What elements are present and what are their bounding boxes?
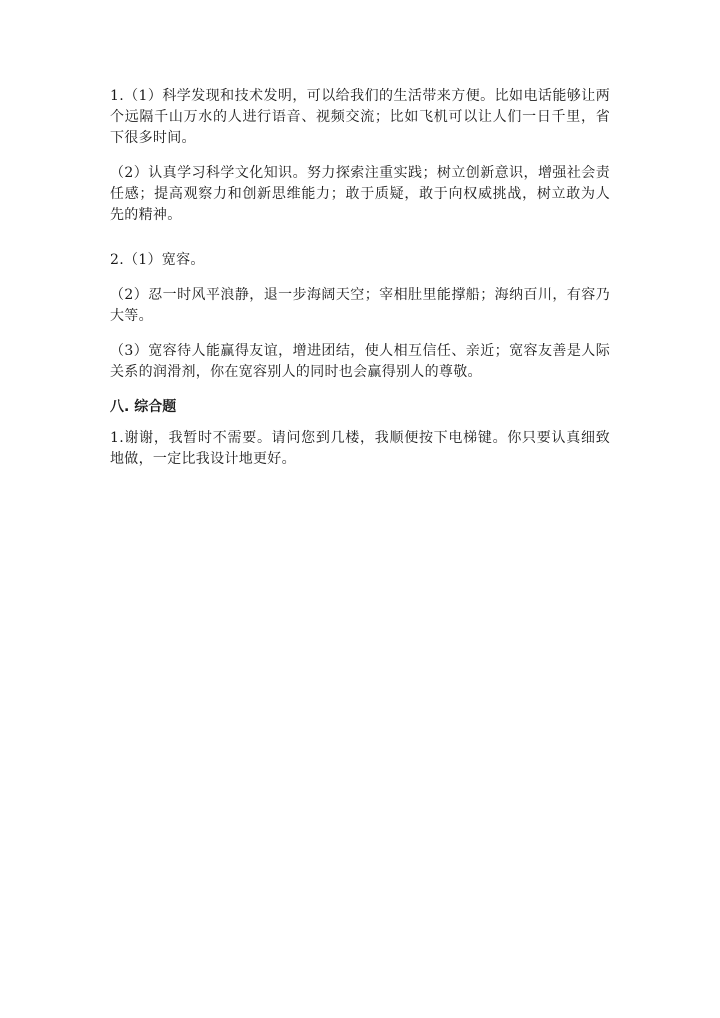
answer-1-2: （2）认真学习科学文化知识。努力探索注重实践；树立创新意识，增强社会责任感；提高观察力和创新思维能力；敢于质疑，敢于向权威挑战，树立敢为人先的精神。 (110, 165, 610, 223)
answer-2-2: （2）忍一时风平浪静，退一步海阔天空；宰相肚里能撑船；海纳百川，有容乃大等。 (110, 287, 610, 324)
document-page (110, 86, 610, 470)
answer-8-1: 1.谢谢，我暂时不需要。请问您到几楼，我顺便按下电梯键。你只要认真细致地做，一定比我设计地更好。 (110, 430, 610, 467)
section-title-comprehensive: 八. 综合题 (110, 399, 177, 415)
answer-2-1: 2.（1）宽容。 (110, 252, 205, 268)
answer-2-3: （3）宽容待人能赢得友谊，增进团结，使人相互信任、亲近；宽容友善是人际关系的润滑剂，你在宽容别人的同时也会赢得别人的尊敬。 (110, 343, 610, 380)
answer-1-1: 1.（1）科学发现和技术发明，可以给我们的生活带来方便。比如电话能够让两个远隔千山万水的人进行语音、视频交流；比如飞机可以让人们一日千里，省下很多时间。 (110, 88, 610, 146)
